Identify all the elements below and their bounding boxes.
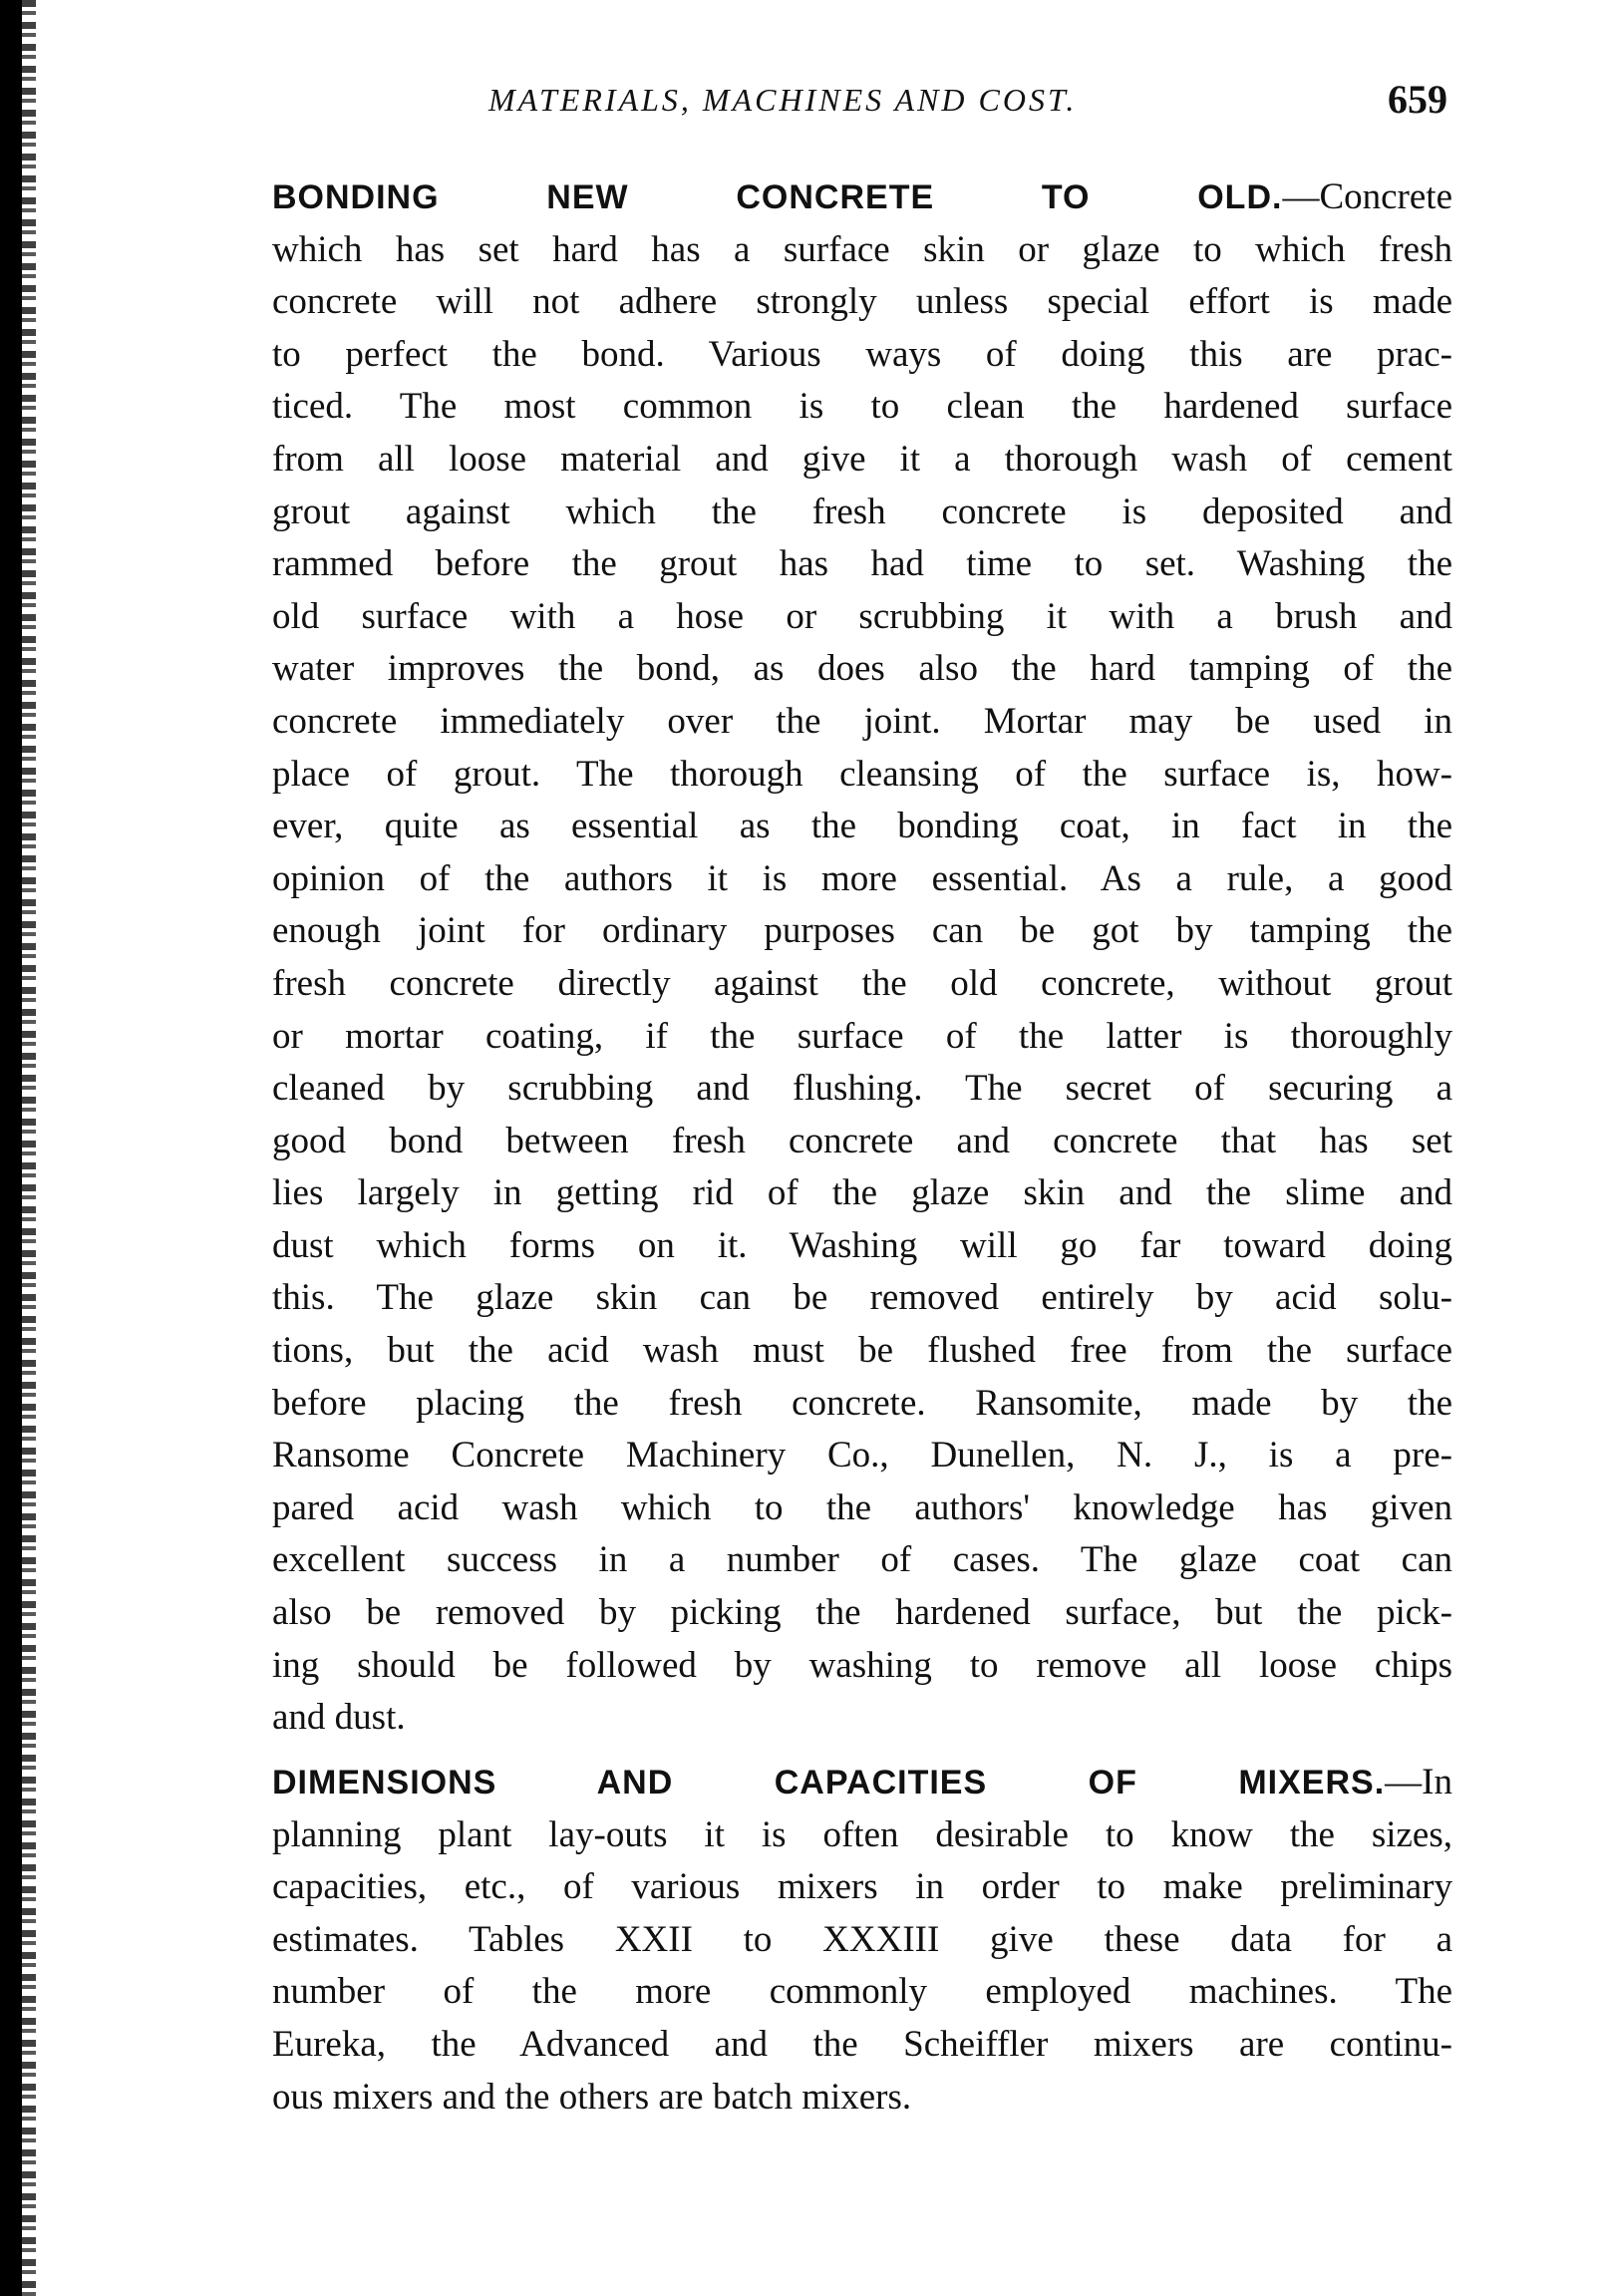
heading-line [272,1757,1452,1809]
running-header: MATERIALS, MACHINES AND COST. [488,82,1078,118]
section-heading: DIMENSIONS AND CAPACITIES OF MIXERS. [272,1764,1386,1802]
heading-continuation: —Concrete [1282,176,1452,217]
text-line: Ransome Concrete Machinery Co., Dunellen, N. J., is a pre- [272,1435,1452,1476]
scan-edge [0,0,22,2296]
text-line: planning plant lay-outs it is often desirable to know the sizes, [272,1813,1452,1855]
text-line: from all loose material and give it a thorough wash of cement [272,438,1452,480]
text-line: or mortar coating, if the surface of the latter is thoroughly [272,1015,1452,1057]
heading-continuation: —In [1385,1762,1452,1803]
text-line: number of the more commonly employed machines. The [272,1971,1452,2013]
text-line: also be removed by picking the hardened surface, but the pick- [272,1592,1452,1634]
text-line: ing should be followed by washing to remove all loose chips [272,1644,1452,1686]
text-line: old surface with a hose or scrubbing it with a brush and [272,595,1452,637]
section-mixers [272,1757,1452,2124]
text-line: ticed. The most common is to clean the hardened surface [272,386,1452,428]
text-line: place of grout. The thorough cleansing of the surface is, how- [272,753,1452,795]
section-heading: BONDING NEW CONCRETE TO OLD. [272,178,1283,216]
text-line: enough joint for ordinary purposes can be got by tamping the [272,910,1452,952]
text-line: dust which forms on it. Washing will go far toward doing [272,1224,1452,1266]
text-line: and dust. [272,1697,406,1739]
text-line: capacities, etc., of various mixers in order to make preliminary [272,1866,1452,1908]
text-line: to perfect the bond. Various ways of doing this are prac- [272,333,1452,375]
text-line: grout against which the fresh concrete is deposited and [272,491,1452,532]
text-line: rammed before the grout has had time to set. Washing the [272,543,1452,585]
page-number: 659 [1388,77,1447,122]
text-line: pared acid wash which to the authors' knowledge has given [272,1486,1452,1528]
text-line: before placing the fresh concrete. Ransomite, made by the [272,1382,1452,1424]
text-line: good bond between fresh concrete and concrete that has set [272,1120,1452,1161]
text-line: opinion of the authors it is more essential. As a rule, a good [272,857,1452,899]
text-line: ever, quite as essential as the bonding coat, in fact in the [272,806,1452,847]
text-line: ous mixers and the others are batch mixers. [272,2076,912,2118]
text-line: excellent success in a number of cases. The glaze coat can [272,1539,1452,1581]
text-line: which has set hard has a surface skin or glaze to which fresh [272,228,1452,270]
section-bonding-concrete [272,171,1452,1745]
text-line: this. The glaze skin can be removed entirely by acid solu- [272,1277,1452,1319]
text-line: concrete will not adhere strongly unless special effort is made [272,281,1452,323]
text-line: cleaned by scrubbing and flushing. The secret of securing a [272,1068,1452,1110]
text-line: fresh concrete directly against the old concrete, without grout [272,962,1452,1004]
text-line: lies largely in getting rid of the glaze skin and the slime and [272,1172,1452,1214]
text-line: water improves the bond, as does also the hard tamping of the [272,648,1452,690]
text-line: tions, but the acid wash must be flushed free from the surface [272,1330,1452,1372]
scan-edge-noise [22,0,36,2296]
heading-line [272,171,1452,224]
text-line: concrete immediately over the joint. Mortar may be used in [272,700,1452,742]
text-line: Eureka, the Advanced and the Scheiffler mixers are continu- [272,2023,1452,2065]
text-line: estimates. Tables XXII to XXXIII give these data for a [272,1918,1452,1960]
